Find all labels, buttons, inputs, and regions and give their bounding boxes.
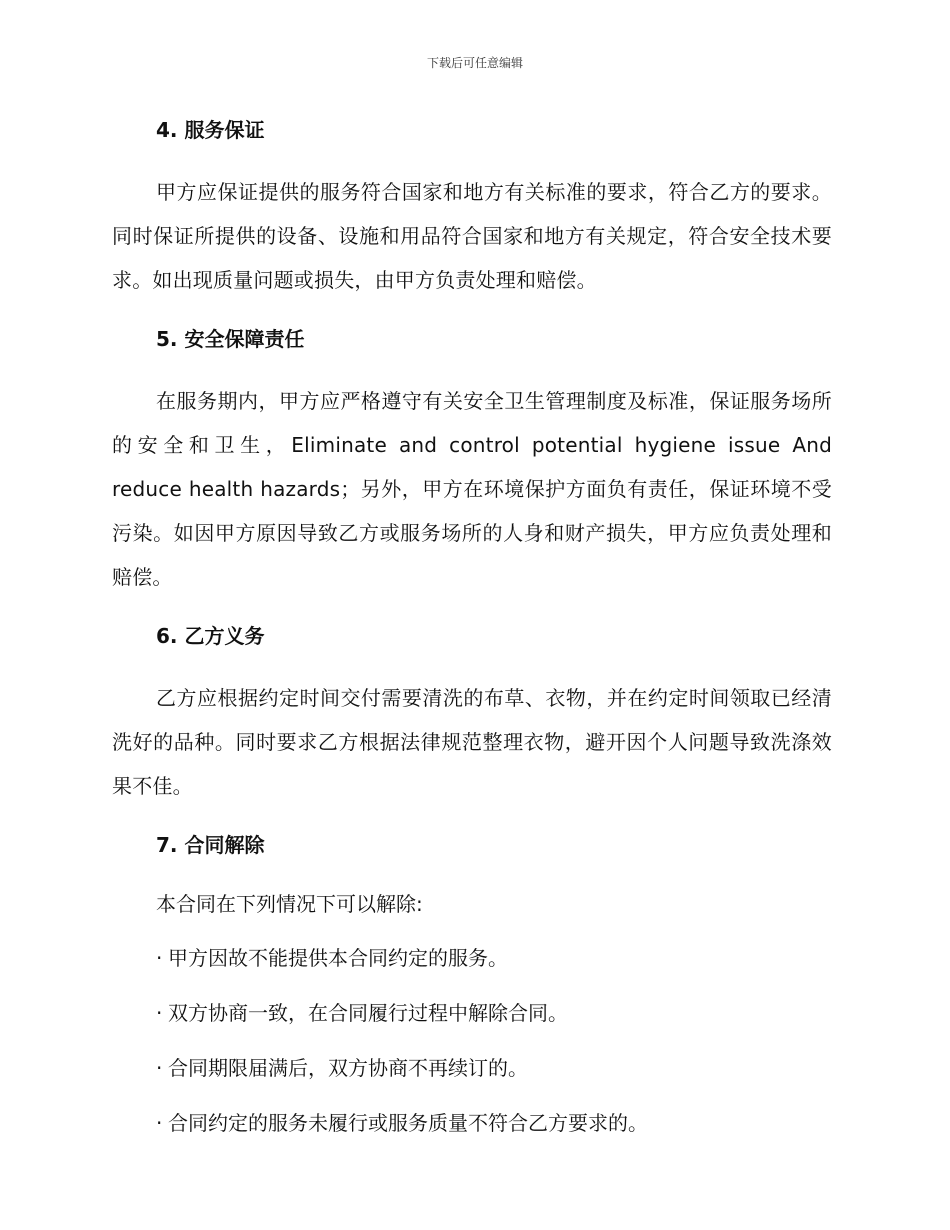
list-item-text: 甲方因故不能提供本合同约定的服务。 [168,946,508,970]
bullet-dot: · [156,1111,163,1135]
section-intro: 本合同在下列情况下可以解除: [156,892,423,916]
section-paragraph: 乙方应根据约定时间交付需要清洗的布草、衣物，并在约定时间领取已经清洗好的品种。同时要求乙方根据法律规范整理衣物，避开因个人问题导致洗涤效果不佳。 [112,686,832,798]
section-heading: 5. 安全保障责任 [156,327,305,351]
list-item-text: 双方协商一致，在合同履行过程中解除合同。 [168,1001,568,1025]
section-contract-termination [112,827,832,1142]
list-item [156,939,832,977]
section-paragraph: 在服务期内，甲方应严格遵守有关安全卫生管理制度及标准，保证服务场所的安全和卫生，Eliminate and control potential hygiene issue And reduce health hazards；另外，甲方在环境保护方面负有责任，保证环境不受污染。如因甲方原因导致乙方或服务场所的人身和财产损失，甲方应负责处理和赔偿。 [112,389,832,589]
section-party-b-obligations [112,618,832,808]
list-item-text: 合同期限届满后，双方协商不再续订的。 [168,1056,528,1080]
bullet-dot: · [156,946,163,970]
list-item [156,1049,832,1087]
document-body [112,112,832,1159]
bullet-dot: · [156,1001,163,1025]
termination-list [112,939,832,1142]
list-item [156,1104,832,1142]
list-item-text: 合同约定的服务未履行或服务质量不符合乙方要求的。 [168,1111,648,1135]
section-heading: 6. 乙方义务 [156,624,265,648]
section-service-guarantee [112,112,832,302]
section-heading: 4. 服务保证 [156,118,265,142]
list-item [156,994,832,1032]
bullet-dot: · [156,1056,163,1080]
page-header: 下载后可任意编辑 [426,56,523,70]
section-paragraph: 甲方应保证提供的服务符合国家和地方有关标准的要求，符合乙方的要求。同时保证所提供的设备、设施和用品符合国家和地方有关规定，符合安全技术要求。如出现质量问题或损失，由甲方负责处理和赔偿。 [112,180,832,292]
section-heading: 7. 合同解除 [156,833,265,857]
section-safety-responsibility [112,321,832,599]
